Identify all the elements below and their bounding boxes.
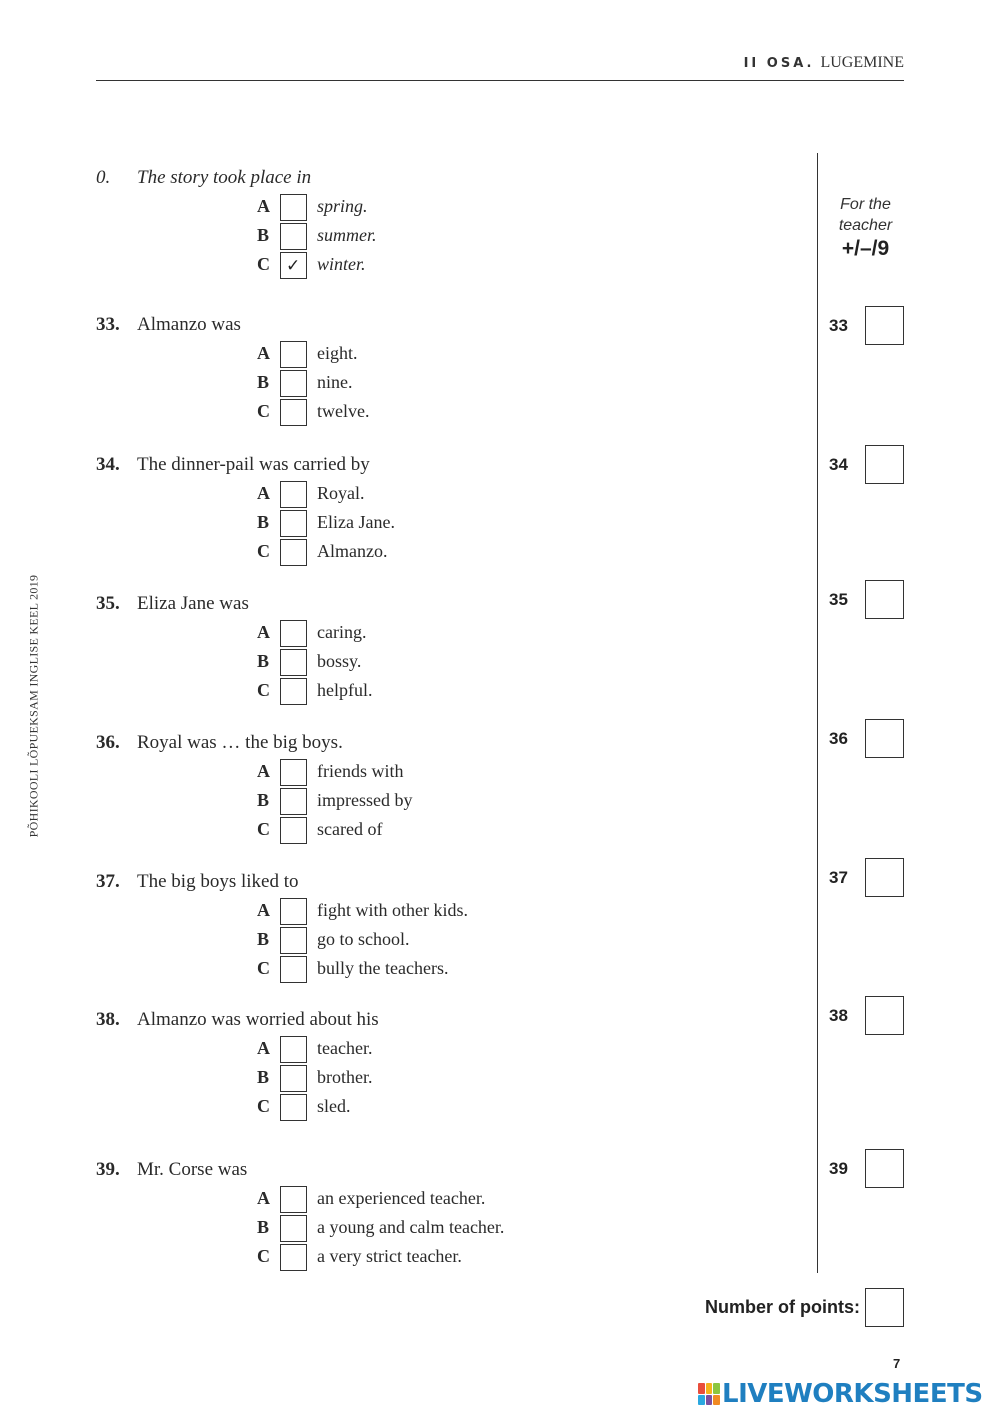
question-stem-row	[96, 1008, 796, 1036]
option-c	[257, 817, 796, 846]
score-number: 39	[829, 1159, 848, 1178]
option-a	[257, 898, 796, 927]
option-text: impressed by	[317, 790, 413, 810]
option-letter: C	[257, 401, 270, 421]
teacher-column-divider	[817, 153, 818, 1273]
option-b	[257, 1215, 796, 1244]
option-letter: C	[257, 1246, 270, 1266]
option-letter: A	[257, 761, 270, 781]
option-letter: C	[257, 680, 270, 700]
liveworksheets-grid-icon	[698, 1383, 720, 1405]
score-number: 37	[829, 868, 848, 887]
option-text: nine.	[317, 372, 353, 392]
answer-checkbox[interactable]	[280, 510, 307, 537]
teacher-label-line2: teacher	[838, 217, 893, 234]
option-letter: C	[257, 254, 270, 274]
option-letter: B	[257, 225, 270, 245]
answer-checkbox[interactable]	[280, 817, 307, 844]
answer-checkbox[interactable]	[280, 649, 307, 676]
option-b	[257, 649, 796, 678]
question-text: Almanzo was worried about his	[137, 1009, 379, 1030]
option-text: Almanzo.	[317, 541, 388, 561]
answer-checkbox[interactable]	[280, 223, 307, 250]
question-stem-row	[96, 453, 796, 481]
option-c	[257, 399, 796, 428]
question-37	[96, 870, 796, 985]
option-a	[257, 194, 796, 223]
option-text: summer.	[317, 225, 377, 245]
option-text: twelve.	[317, 401, 370, 421]
question-stem-row	[96, 313, 796, 341]
option-b	[257, 223, 796, 252]
option-text: teacher.	[317, 1038, 373, 1058]
answer-checkbox[interactable]	[280, 1094, 307, 1121]
answer-checkbox[interactable]	[280, 1244, 307, 1271]
answer-checkbox[interactable]	[280, 956, 307, 983]
option-text: bossy.	[317, 651, 362, 671]
answer-checkbox[interactable]	[280, 539, 307, 566]
option-letter: B	[257, 1217, 270, 1237]
option-text: sled.	[317, 1096, 351, 1116]
answer-checkbox[interactable]	[280, 788, 307, 815]
option-text: eight.	[317, 343, 358, 363]
header-section: LUGEMINE	[820, 54, 904, 71]
question-text: The story took place in	[137, 167, 312, 188]
score-number: 35	[829, 590, 848, 609]
header-rule	[96, 80, 904, 81]
score-input-box[interactable]	[865, 996, 904, 1035]
question-number: 39.	[96, 1159, 120, 1180]
option-c	[257, 539, 796, 568]
option-text: bully the teachers.	[317, 958, 449, 978]
question-0	[96, 166, 796, 281]
page-header	[744, 54, 904, 72]
score-input-box[interactable]	[865, 858, 904, 897]
teacher-score-format: +/–/9	[841, 237, 890, 260]
option-text: winter.	[317, 254, 366, 274]
question-34	[96, 453, 796, 568]
answer-checkbox[interactable]	[280, 399, 307, 426]
option-c	[257, 1244, 796, 1273]
question-text: Almanzo was	[137, 314, 241, 335]
answer-checkbox[interactable]	[280, 759, 307, 786]
answer-checkbox[interactable]	[280, 370, 307, 397]
option-c	[257, 252, 796, 281]
question-text: Eliza Jane was	[137, 593, 249, 614]
question-stem-row	[96, 870, 796, 898]
answer-checkbox[interactable]	[280, 1215, 307, 1242]
question-stem-row	[96, 731, 796, 759]
score-input-box[interactable]	[865, 580, 904, 619]
score-input-box[interactable]	[865, 1149, 904, 1188]
number-of-points-label: Number of points:	[705, 1297, 860, 1317]
option-text: an experienced teacher.	[317, 1188, 486, 1208]
option-text: helpful.	[317, 680, 373, 700]
option-b	[257, 927, 796, 956]
question-number: 33.	[96, 314, 120, 335]
option-text: spring.	[317, 196, 368, 216]
option-text: brother.	[317, 1067, 373, 1087]
score-input-box[interactable]	[865, 306, 904, 345]
liveworksheets-wordmark: LIVEWORKSHEETS	[722, 1379, 983, 1409]
option-a	[257, 1186, 796, 1215]
option-letter: B	[257, 929, 270, 949]
option-letter: A	[257, 196, 270, 216]
question-number: 38.	[96, 1009, 120, 1030]
answer-checkbox[interactable]	[280, 1036, 307, 1063]
question-35	[96, 592, 796, 707]
option-c	[257, 956, 796, 985]
page-number: 7	[893, 1356, 901, 1371]
option-letter: C	[257, 1096, 270, 1116]
option-text: Eliza Jane.	[317, 512, 395, 532]
question-number: 36.	[96, 732, 120, 753]
option-letter: B	[257, 790, 270, 810]
option-text: Royal.	[317, 483, 365, 503]
answer-checkbox[interactable]	[280, 1065, 307, 1092]
option-text: caring.	[317, 622, 367, 642]
option-c	[257, 678, 796, 707]
answer-checkbox[interactable]	[280, 927, 307, 954]
option-b	[257, 1065, 796, 1094]
question-number: 37.	[96, 871, 120, 892]
option-text: a young and calm teacher.	[317, 1217, 505, 1237]
option-text: a very strict teacher.	[317, 1246, 462, 1266]
answer-checkbox[interactable]	[280, 1186, 307, 1213]
score-number: 38	[829, 1006, 848, 1025]
liveworksheets-logo	[698, 1378, 983, 1410]
option-letter: B	[257, 512, 270, 532]
side-exam-title: PÕHIKOOLI LÕPUEKSAM INGLISE KEEL 2019	[26, 574, 41, 838]
option-b	[257, 510, 796, 539]
option-letter: B	[257, 372, 270, 392]
question-text: Royal was … the big boys.	[137, 732, 343, 753]
score-number: 34	[829, 455, 848, 474]
option-b	[257, 788, 796, 817]
option-text: friends with	[317, 761, 404, 781]
question-number: 35.	[96, 593, 120, 614]
answer-checkbox[interactable]	[280, 620, 307, 647]
answer-checkbox[interactable]	[280, 341, 307, 368]
option-letter: A	[257, 343, 270, 363]
option-a	[257, 759, 796, 788]
question-text: The big boys liked to	[137, 871, 299, 892]
option-a	[257, 341, 796, 370]
score-number: 36	[829, 729, 848, 748]
option-letter: A	[257, 483, 270, 503]
number-of-points-box[interactable]	[865, 1288, 904, 1327]
option-a	[257, 620, 796, 649]
option-letter: C	[257, 819, 270, 839]
question-number: 0.	[96, 167, 111, 188]
question-number: 34.	[96, 454, 120, 475]
question-38	[96, 1008, 796, 1123]
option-letter: A	[257, 1038, 270, 1058]
option-a	[257, 481, 796, 510]
option-letter: B	[257, 1067, 270, 1087]
score-input-box[interactable]	[865, 445, 904, 484]
answer-checkbox-checked[interactable]	[280, 252, 307, 279]
option-letter: C	[257, 958, 270, 978]
option-a	[257, 1036, 796, 1065]
question-33	[96, 313, 796, 428]
option-letter: C	[257, 541, 270, 561]
score-number: 33	[829, 316, 848, 335]
question-36	[96, 731, 796, 846]
question-text: The dinner-pail was carried by	[137, 454, 370, 475]
teacher-column-header	[818, 194, 913, 262]
question-text: Mr. Corse was	[137, 1159, 248, 1180]
question-stem-row	[96, 166, 796, 194]
answer-checkbox[interactable]	[280, 678, 307, 705]
teacher-label-line1: For the	[840, 196, 891, 213]
option-letter: B	[257, 651, 270, 671]
option-text: fight with other kids.	[317, 900, 468, 920]
option-b	[257, 370, 796, 399]
option-letter: A	[257, 1188, 270, 1208]
check-mark-icon: ✓	[286, 256, 301, 276]
answer-checkbox[interactable]	[280, 898, 307, 925]
option-letter: A	[257, 900, 270, 920]
answer-checkbox[interactable]	[280, 481, 307, 508]
question-stem-row	[96, 592, 796, 620]
header-part: II OSA.	[743, 56, 815, 71]
question-stem-row	[96, 1158, 796, 1186]
answer-checkbox[interactable]	[280, 194, 307, 221]
option-c	[257, 1094, 796, 1123]
option-letter: A	[257, 622, 270, 642]
score-input-box[interactable]	[865, 719, 904, 758]
question-39	[96, 1158, 796, 1273]
option-text: go to school.	[317, 929, 410, 949]
option-text: scared of	[317, 819, 383, 839]
